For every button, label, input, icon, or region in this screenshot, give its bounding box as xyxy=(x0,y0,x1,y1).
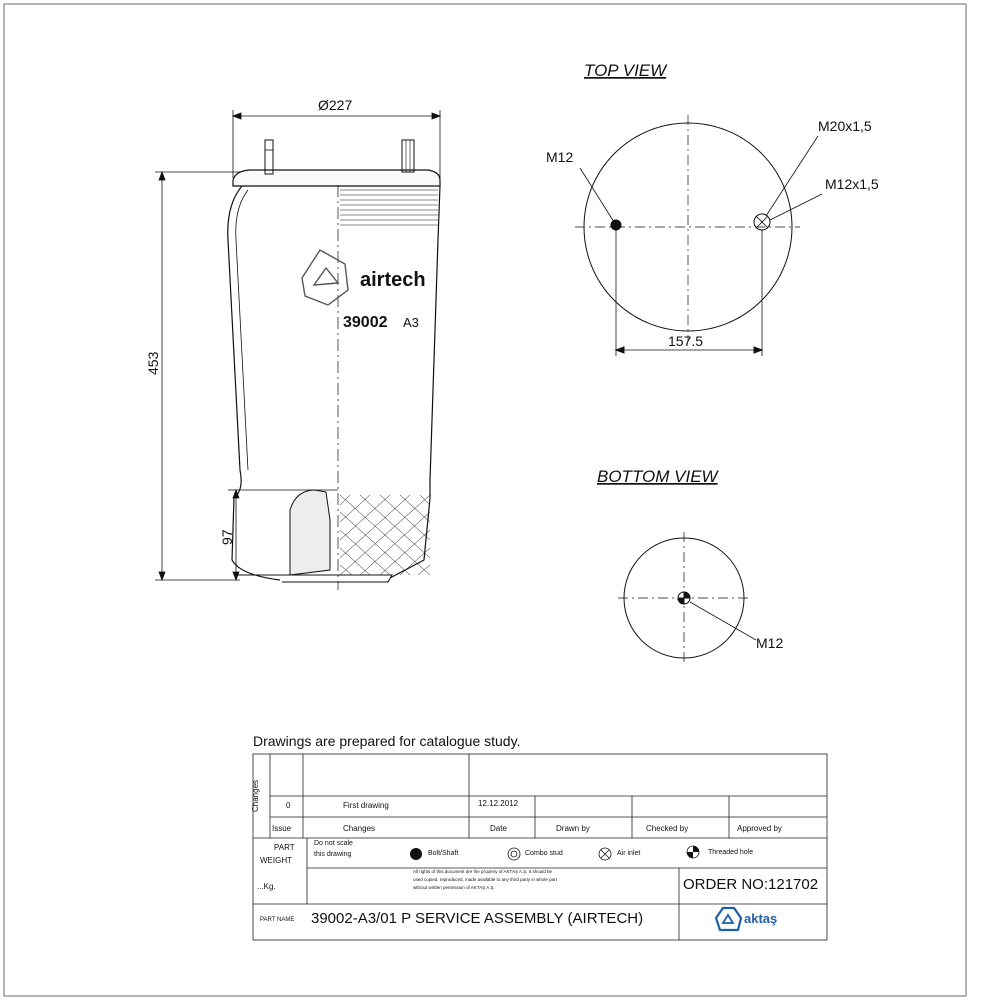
weight-label: WEIGHT xyxy=(260,856,292,865)
part-code-marking: 39002 xyxy=(343,314,388,331)
bottom-view-title: BOTTOM VIEW xyxy=(597,467,718,486)
changes-vertical-label: Changes xyxy=(251,779,260,812)
part-name-label: PART NAME xyxy=(260,917,295,923)
legend-threaded-label: Threaded hole xyxy=(708,849,754,856)
catalogue-note: Drawings are prepared for catalogue study. xyxy=(253,733,521,749)
legend-combo-label: Combo stud xyxy=(525,850,563,857)
air-inlet-icon xyxy=(599,848,611,860)
diameter-label: Ø227 xyxy=(318,97,353,113)
changes-value: First drawing xyxy=(343,801,389,810)
bolt-shaft-icon xyxy=(410,848,422,860)
brand-marking: airtech xyxy=(360,269,426,291)
threaded-hole-icon xyxy=(687,846,699,858)
scale-note-2: this drawing xyxy=(314,851,352,858)
combo-stud-icon xyxy=(508,848,520,860)
height-label: 453 xyxy=(145,351,161,375)
top-m20-callout: M20x1,5 xyxy=(818,118,872,134)
lower-height-label: 97 xyxy=(219,529,235,545)
changes-header: Changes xyxy=(343,824,376,833)
aktas-logo-icon xyxy=(708,904,748,940)
legend-air-label: Air inlet xyxy=(617,850,641,857)
top-m12x15-callout: M12x1,5 xyxy=(825,176,879,192)
copyright-line-1: All rights of this document are the property of AKTAŞ A.Ş. It should be xyxy=(413,869,552,874)
order-number: ORDER NO:121702 xyxy=(683,876,819,893)
top-m12-callout: M12 xyxy=(546,149,574,165)
legend-bolt-label: Bolt/Shaft xyxy=(428,850,459,857)
date-header: Date xyxy=(490,824,507,833)
drawn-by-header: Drawn by xyxy=(556,824,590,833)
scale-note-1: Do not scale xyxy=(314,840,353,847)
checked-by-header: Checked by xyxy=(646,824,689,833)
date-value: 12.12.2012 xyxy=(478,799,519,808)
part-suffix-marking: A3 xyxy=(403,315,419,330)
copyright-line-2: used copied, reproduced, made available to any third party in whole part xyxy=(413,877,557,882)
kg-label: ...Kg. xyxy=(257,882,276,891)
top-view-title: TOP VIEW xyxy=(584,61,667,80)
part-label: PART xyxy=(274,843,295,852)
part-name: 39002-A3/01 P SERVICE ASSEMBLY (AIRTECH) xyxy=(311,910,644,927)
company-logo-text: aktaş xyxy=(744,911,778,926)
issue-header: Issue xyxy=(272,824,292,833)
bottom-m12-callout: M12 xyxy=(756,635,784,651)
bolt-spacing-label: 157.5 xyxy=(668,333,704,349)
approved-by-header: Approved by xyxy=(737,824,782,833)
issue-value: 0 xyxy=(286,801,291,810)
copyright-line-3: without written permission of AKTAŞ A.Ş. xyxy=(413,885,495,890)
